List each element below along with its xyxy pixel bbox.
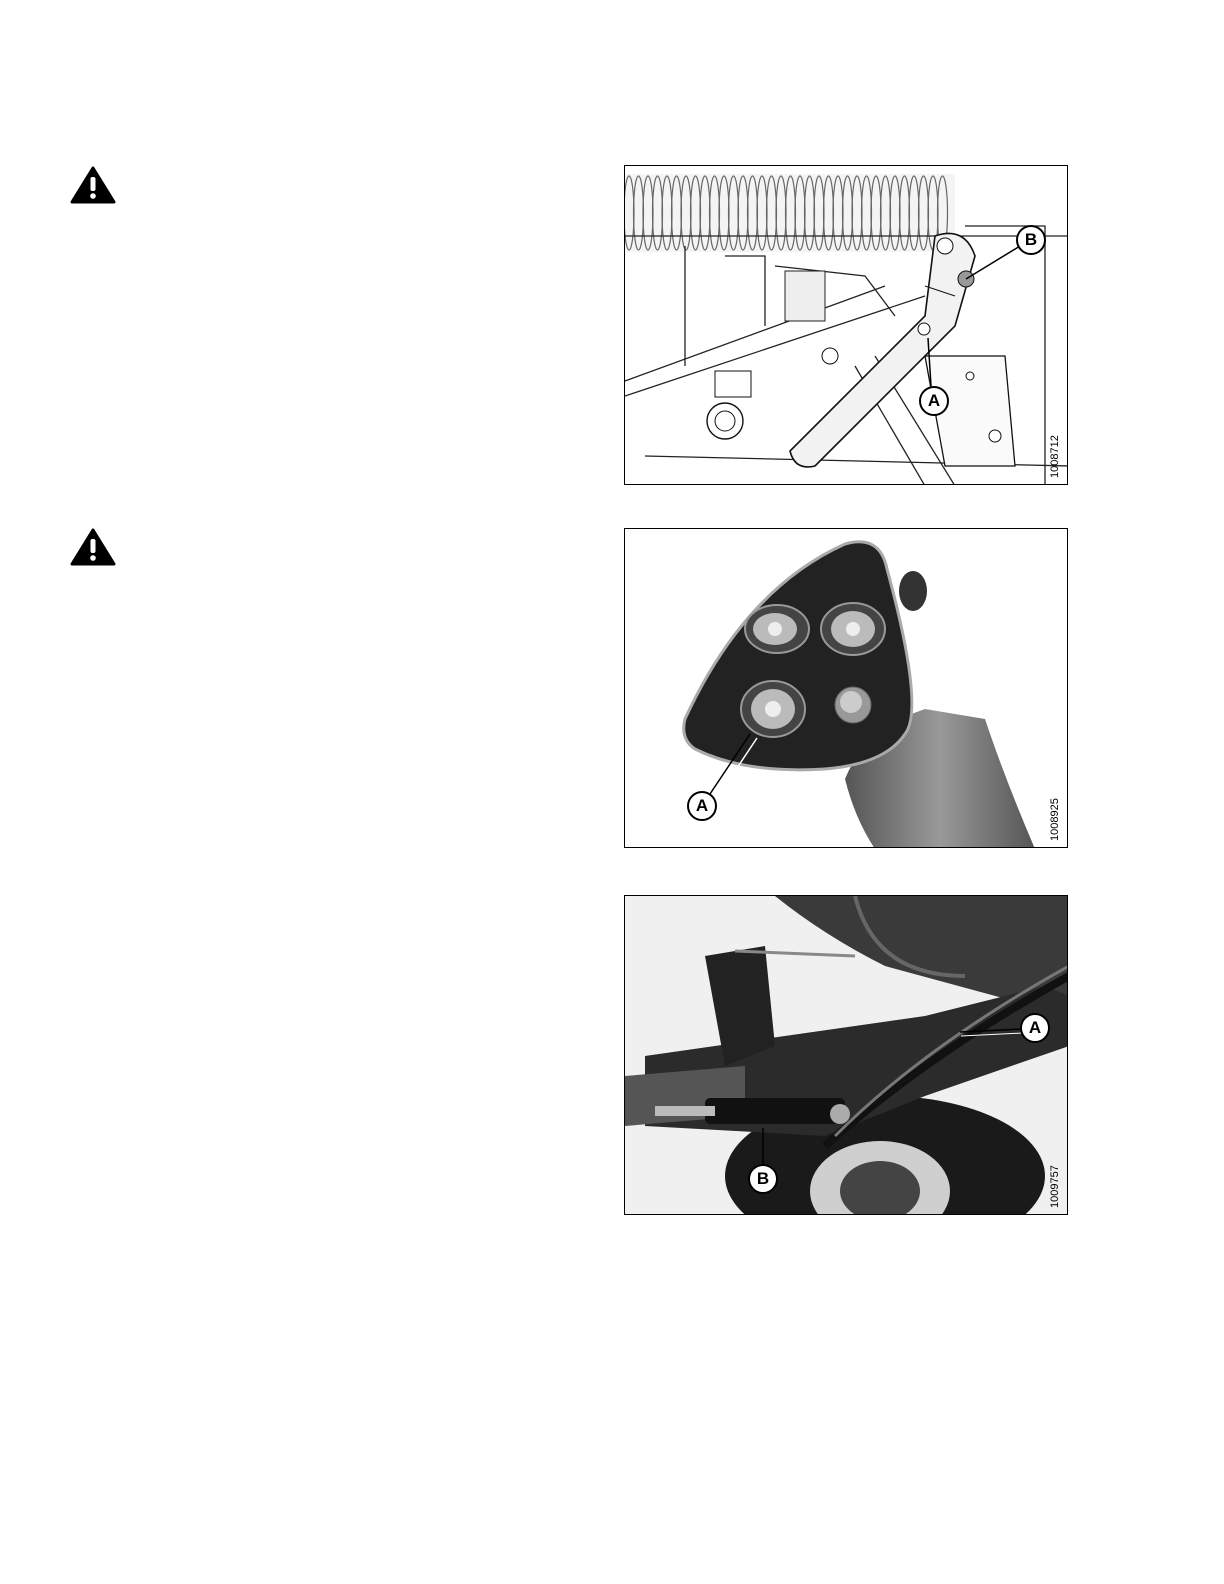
callout-label: A <box>687 791 717 821</box>
figure-id: 1009757 <box>1049 1165 1061 1208</box>
callout-label: A <box>919 386 949 416</box>
warning-icon <box>70 528 116 570</box>
figure-joystick <box>624 528 1068 848</box>
warning-icon <box>70 166 116 208</box>
figure-id: 1008712 <box>1049 435 1061 478</box>
figure-id: 1008925 <box>1049 798 1061 841</box>
figure-spring-lever <box>624 165 1068 485</box>
callout-label: A <box>1020 1013 1050 1043</box>
callout-label: B <box>1016 225 1046 255</box>
callout-label: B <box>748 1164 778 1194</box>
figure-hydraulic-linkage <box>624 895 1068 1215</box>
